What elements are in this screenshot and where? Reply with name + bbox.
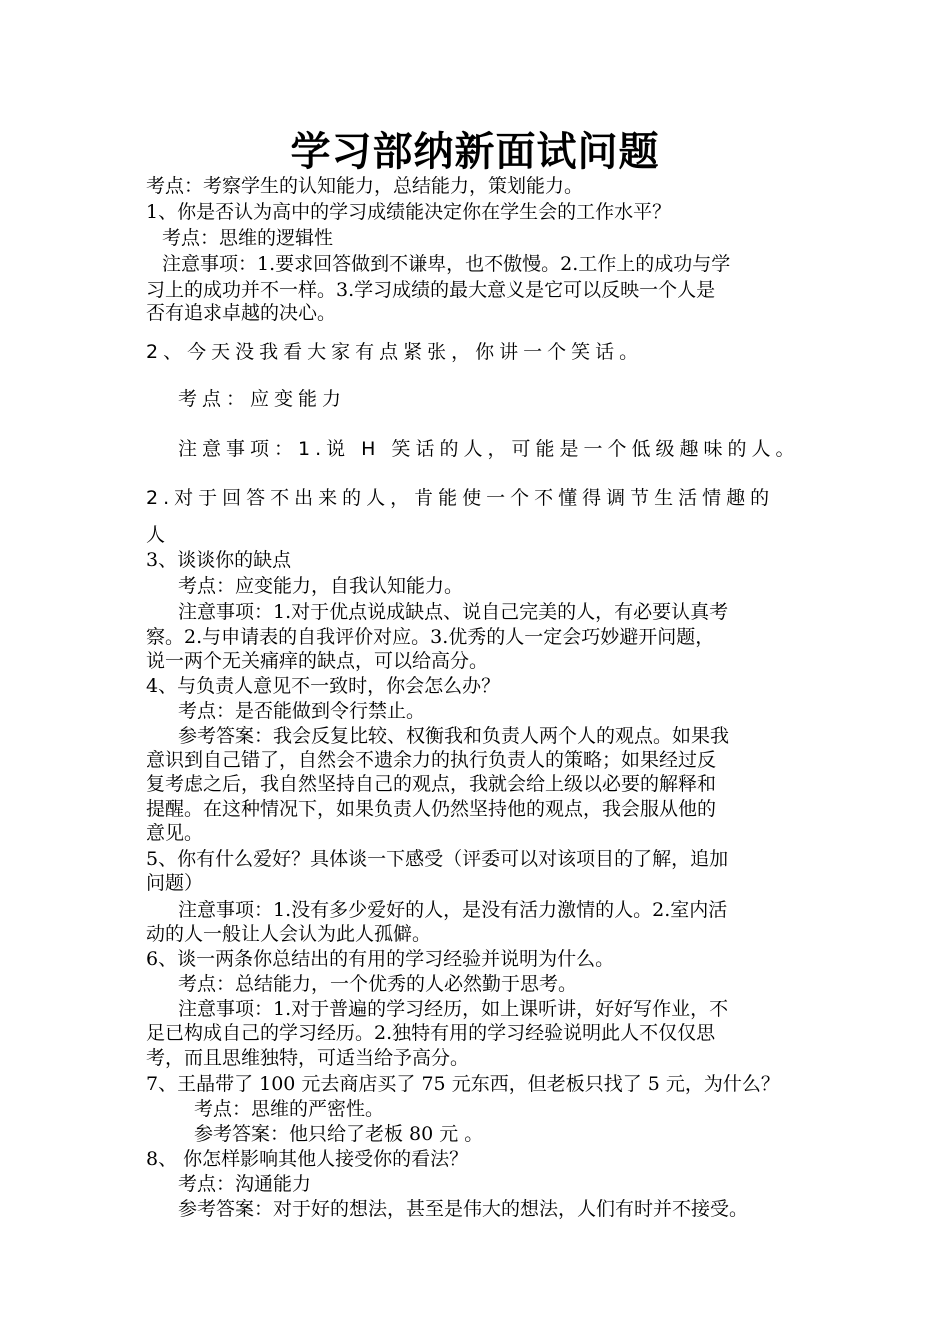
text-line: 注意事项：1.没有多少爱好的人，是没有活力激情的人。2.室内活 xyxy=(178,899,728,921)
text-line: 提醒。在这种情况下，如果负责人仍然坚持他的观点，我会服从他的 xyxy=(146,798,717,820)
text-line: 考点：思维的严密性。 xyxy=(194,1098,385,1120)
question-1: 1、你是否认为高中的学习成绩能决定你在学生会的工作水平？ xyxy=(146,201,672,223)
text-line: 2.对于回答不出来的人，肯能使一个不懂得调节生活情趣的 xyxy=(146,487,775,509)
text-line: 复考虑之后，我自然坚持自己的观点，我就会给上级以必要的解释和 xyxy=(146,773,717,795)
text-line: 参考答案：对于好的想法，甚至是伟大的想法，人们有时并不接受。 xyxy=(178,1198,749,1220)
text-line: 考点：是否能做到令行禁止。 xyxy=(178,700,426,722)
text-line: 考点：总结能力，一个优秀的人必然勤于思考。 xyxy=(178,973,578,995)
question-3: 3、谈谈你的缺点 xyxy=(146,549,292,571)
text-line: 考点：应变能力 xyxy=(178,388,347,410)
question-2: 2、今天没我看大家有点紧张，你讲一个笑话。 xyxy=(146,341,644,363)
text-line: 问题） xyxy=(146,872,204,894)
question-8: 8、 你怎样影响其他人接受你的看法？ xyxy=(146,1148,469,1170)
text-line: 否有追求卓越的决心。 xyxy=(146,302,337,324)
question-4: 4、与负责人意见不一致时，你会怎么办？ xyxy=(146,675,501,697)
question-6: 6、谈一两条你总结出的有用的学习经验并说明为什么。 xyxy=(146,948,615,970)
text-line: 足已构成自己的学习经历。2.独特有用的学习经验说明此人不仅仅思 xyxy=(146,1022,716,1044)
text-line: 意见。 xyxy=(146,822,204,844)
text-line: 考点：沟通能力 xyxy=(178,1173,312,1195)
text-line: 动的人一般让人会认为此人孤僻。 xyxy=(146,923,432,945)
text-line: 参考答案：我会反复比较、权衡我和负责人两个人的观点。如果我 xyxy=(178,725,730,747)
text-line: 注意事项：1.要求回答做到不谦卑，也不傲慢。2.工作上的成功与学 xyxy=(162,253,731,275)
text-line: 注意事项：1.对于普遍的学习经历，如上课听讲，好好写作业，不 xyxy=(178,998,729,1020)
text-line: 注意事项：1.对于优点说成缺点、说自己完美的人，有必要认真考 xyxy=(178,601,729,623)
text-line: 说一两个无关痛痒的缺点，可以给高分。 xyxy=(146,650,489,672)
text-line: 考点：考察学生的认知能力，总结能力，策划能力。 xyxy=(146,175,584,197)
text-line: 注意事项：1.说 H 笑话的人，可能是一个低级趣味的人。 xyxy=(178,438,800,460)
question-5: 5、你有什么爱好？具体谈一下感受（评委可以对该项目的了解，追加 xyxy=(146,848,729,870)
text-line: 意识到自己错了，自然会不遗余力的执行负责人的策略；如果经过反 xyxy=(146,749,717,771)
text-line: 参考答案：他只给了老板 80 元 。 xyxy=(194,1123,484,1145)
page-title: 学习部纳新面试问题 xyxy=(290,129,660,175)
text-line: 考，而且思维独特，可适当给予高分。 xyxy=(146,1047,470,1069)
text-line: 考点：思维的逻辑性 xyxy=(162,227,334,249)
text-line: 察。2.与申请表的自我评价对应。3.优秀的人一定会巧妙避开问题， xyxy=(146,626,715,648)
text-line: 人 xyxy=(146,524,171,546)
text-line: 习上的成功并不一样。3.学习成绩的最大意义是它可以反映一个人是 xyxy=(146,279,716,301)
text-line: 考点：应变能力，自我认知能力。 xyxy=(178,575,464,597)
question-7: 7、王晶带了 100 元去商店买了 75 元东西，但老板只找了 5 元，为什么？ xyxy=(146,1073,780,1095)
